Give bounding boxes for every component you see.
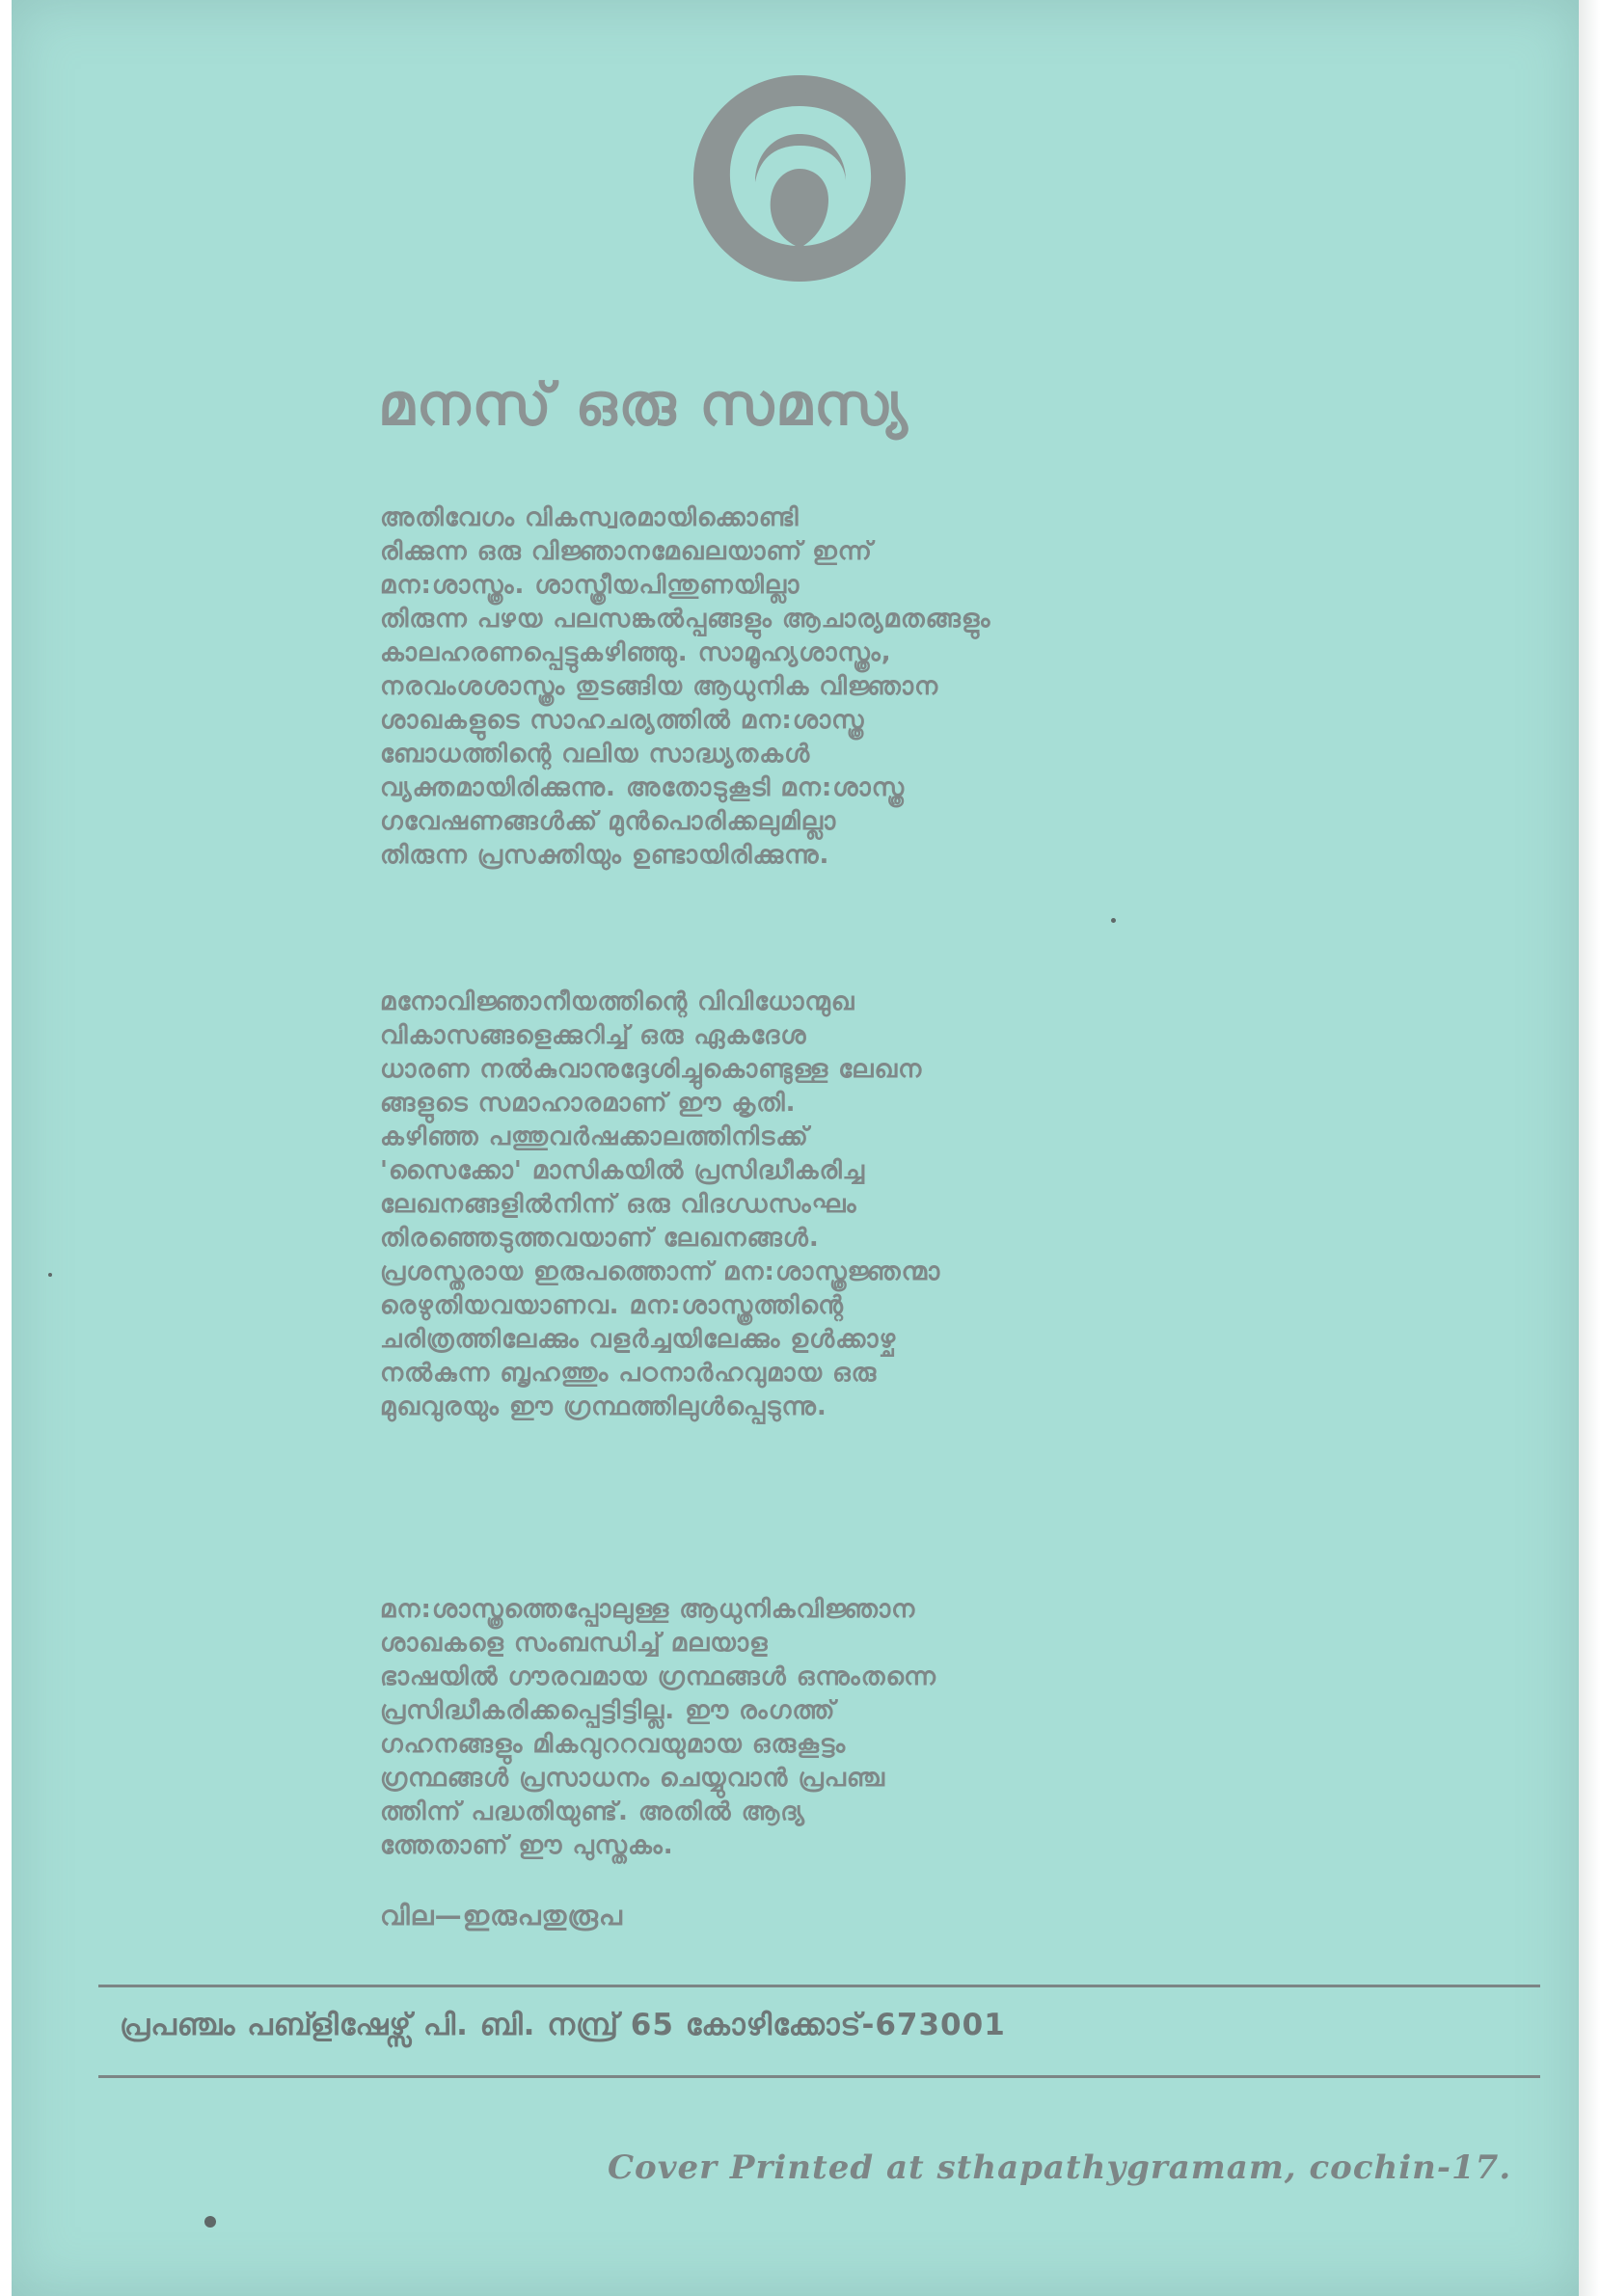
blurb-paragraph-3 (380, 1593, 1306, 1863)
blurb-line: പ്രശസ്തരായ ഇരുപത്തൊന്ന് മന:ശാസ്ത്രജ്ഞന്മാ (380, 1257, 941, 1286)
blurb-line: കാലഹരണപ്പെട്ടുകഴിഞ്ഞു. സാമൂഹ്യശാസ്ത്രം, (380, 638, 892, 667)
prapancham-publisher-logo-icon (692, 72, 908, 284)
blurb-line: 'സൈക്കോ' മാസികയിൽ പ്രസിദ്ധീകരിച്ച (380, 1156, 866, 1185)
divider-bottom (98, 2075, 1540, 2078)
blurb-line: ധാരണ നൽകുവാനുദ്ദേശിച്ചുകൊണ്ടുള്ള ലേഖന (380, 1055, 923, 1084)
blurb-line: ത്തേതാണ് ഈ പുസ്തകം. (380, 1831, 674, 1860)
blurb-line: ബോധത്തിന്റെ വലിയ സാദ്ധ്യതകൾ (380, 740, 811, 769)
blurb-line: തിരഞ്ഞെടുത്തവയാണ് ലേഖനങ്ങൾ. (380, 1224, 820, 1253)
blurb-line: ത്തിന്ന് പദ്ധതിയുണ്ട്. അതിൽ ആദ്യ (380, 1797, 806, 1826)
book-back-cover (12, 0, 1579, 2296)
blurb-paragraph-1 (380, 501, 1306, 873)
blurb-line: മന:ശാസ്ത്രത്തെപ്പോലുള്ള ആധുനികവിജ്ഞാന (380, 1595, 916, 1624)
blurb-line: ഗവേഷണങ്ങൾക്ക് മുൻപൊരിക്കലുമില്ലാ (380, 807, 837, 836)
blurb-line: അതിവേഗം വികസ്വരമായിക്കൊണ്ടി (380, 503, 800, 532)
blurb-line: ശാഖകളുടെ സാഹചര്യത്തിൽ മന:ശാസ്ത്ര (380, 706, 865, 735)
price-label: വില—ഇരുപതുരൂപ (380, 1900, 623, 1931)
blurb-line: രിക്കുന്ന ഒരു വിജ്ഞാനമേഖലയാണ് ഇന്ന് (380, 537, 873, 566)
blurb-line: കഴിഞ്ഞ പത്തുവർഷക്കാലത്തിനിടക്ക് (380, 1122, 809, 1151)
blurb-line: ങ്ങളുടെ സമാഹാരമാണ് ഈ കൃതി. (380, 1089, 797, 1118)
blurb-line: മനോവിജ്ഞാനീയത്തിന്റെ വിവിധോന്മുഖ (380, 987, 855, 1016)
blurb-line: തിരുന്ന പ്രസക്തിയും ഉണ്ടായിരിക്കുന്നു. (380, 841, 830, 870)
blurb-line: നരവംശശാസ്ത്രം തുടങ്ങിയ ആധുനിക വിജ്ഞാന (380, 672, 939, 701)
blurb-line: പ്രസിദ്ധീകരിക്കപ്പെട്ടിട്ടില്ല. ഈ രംഗത്ത് (380, 1696, 836, 1725)
blurb-line: ഗ്രന്ഥങ്ങൾ പ്രസാധനം ചെയ്യുവാൻ പ്രപഞ്ച (380, 1764, 885, 1793)
blurb-line: വ്യക്തമായിരിക്കുന്നു. അതോടുകൂടി മന:ശാസ്ത്ര (380, 773, 906, 802)
book-title: മനസ് ഒരു സമസ്യ (378, 371, 909, 439)
blurb-line: ചരിത്രത്തിലേക്കും വളർച്ചയിലേക്കും ഉൾക്കാഴ്ച (380, 1325, 897, 1354)
print-speck (1111, 918, 1116, 923)
divider-top (98, 1985, 1540, 1987)
page-edge (1579, 0, 1600, 2296)
blurb-line: ഭാഷയിൽ ഗൗരവമായ ഗ്രന്ഥങ്ങൾ ഒന്നുംതന്നെ (380, 1662, 936, 1691)
blurb-line: തിരുന്ന പഴയ പലസങ്കൽപ്പങ്ങളും ആചാര്യമതങ്ങളും (380, 605, 991, 634)
print-speck (204, 2216, 216, 2228)
blurb-line: ലേഖനങ്ങളിൽനിന്ന് ഒരു വിദഗ്ധസംഘം (380, 1190, 857, 1219)
blurb-line: മന:ശാസ്ത്രം. ശാസ്ത്രീയപിന്തുണയില്ലാ (380, 571, 800, 600)
print-speck (48, 1273, 52, 1277)
blurb-line: നൽകുന്ന ബൃഹത്തും പഠനാർഹവുമായ ഒരു (380, 1359, 878, 1388)
blurb-line: മുഖവുരയും ഈ ഗ്രന്ഥത്തിലുൾപ്പെടുന്നു. (380, 1392, 827, 1421)
blurb-line: ഗഹനങ്ങളും മികവുററവയുമായ ഒരുകൂട്ടം (380, 1730, 847, 1759)
blurb-line: വികാസങ്ങളെക്കുറിച്ച് ഒരു ഏകദേശ (380, 1021, 807, 1050)
printer-credit: Cover Printed at sthapathygramam, cochin-17. (608, 2148, 1512, 2187)
blurb-paragraph-2 (380, 986, 1306, 1424)
blurb-line: ശാഖകളെ സംബന്ധിച്ച് മലയാള (380, 1629, 769, 1658)
blurb-line: രെഴുതിയവയാണവ. മന:ശാസ്ത്രത്തിന്റെ (380, 1291, 844, 1320)
publisher-address: പ്രപഞ്ചം പബ്ളിഷേഴ്സ് പി. ബി. നമ്പ്ര് 65 കോഴിക്കോട്-673001 (120, 2008, 1006, 2042)
